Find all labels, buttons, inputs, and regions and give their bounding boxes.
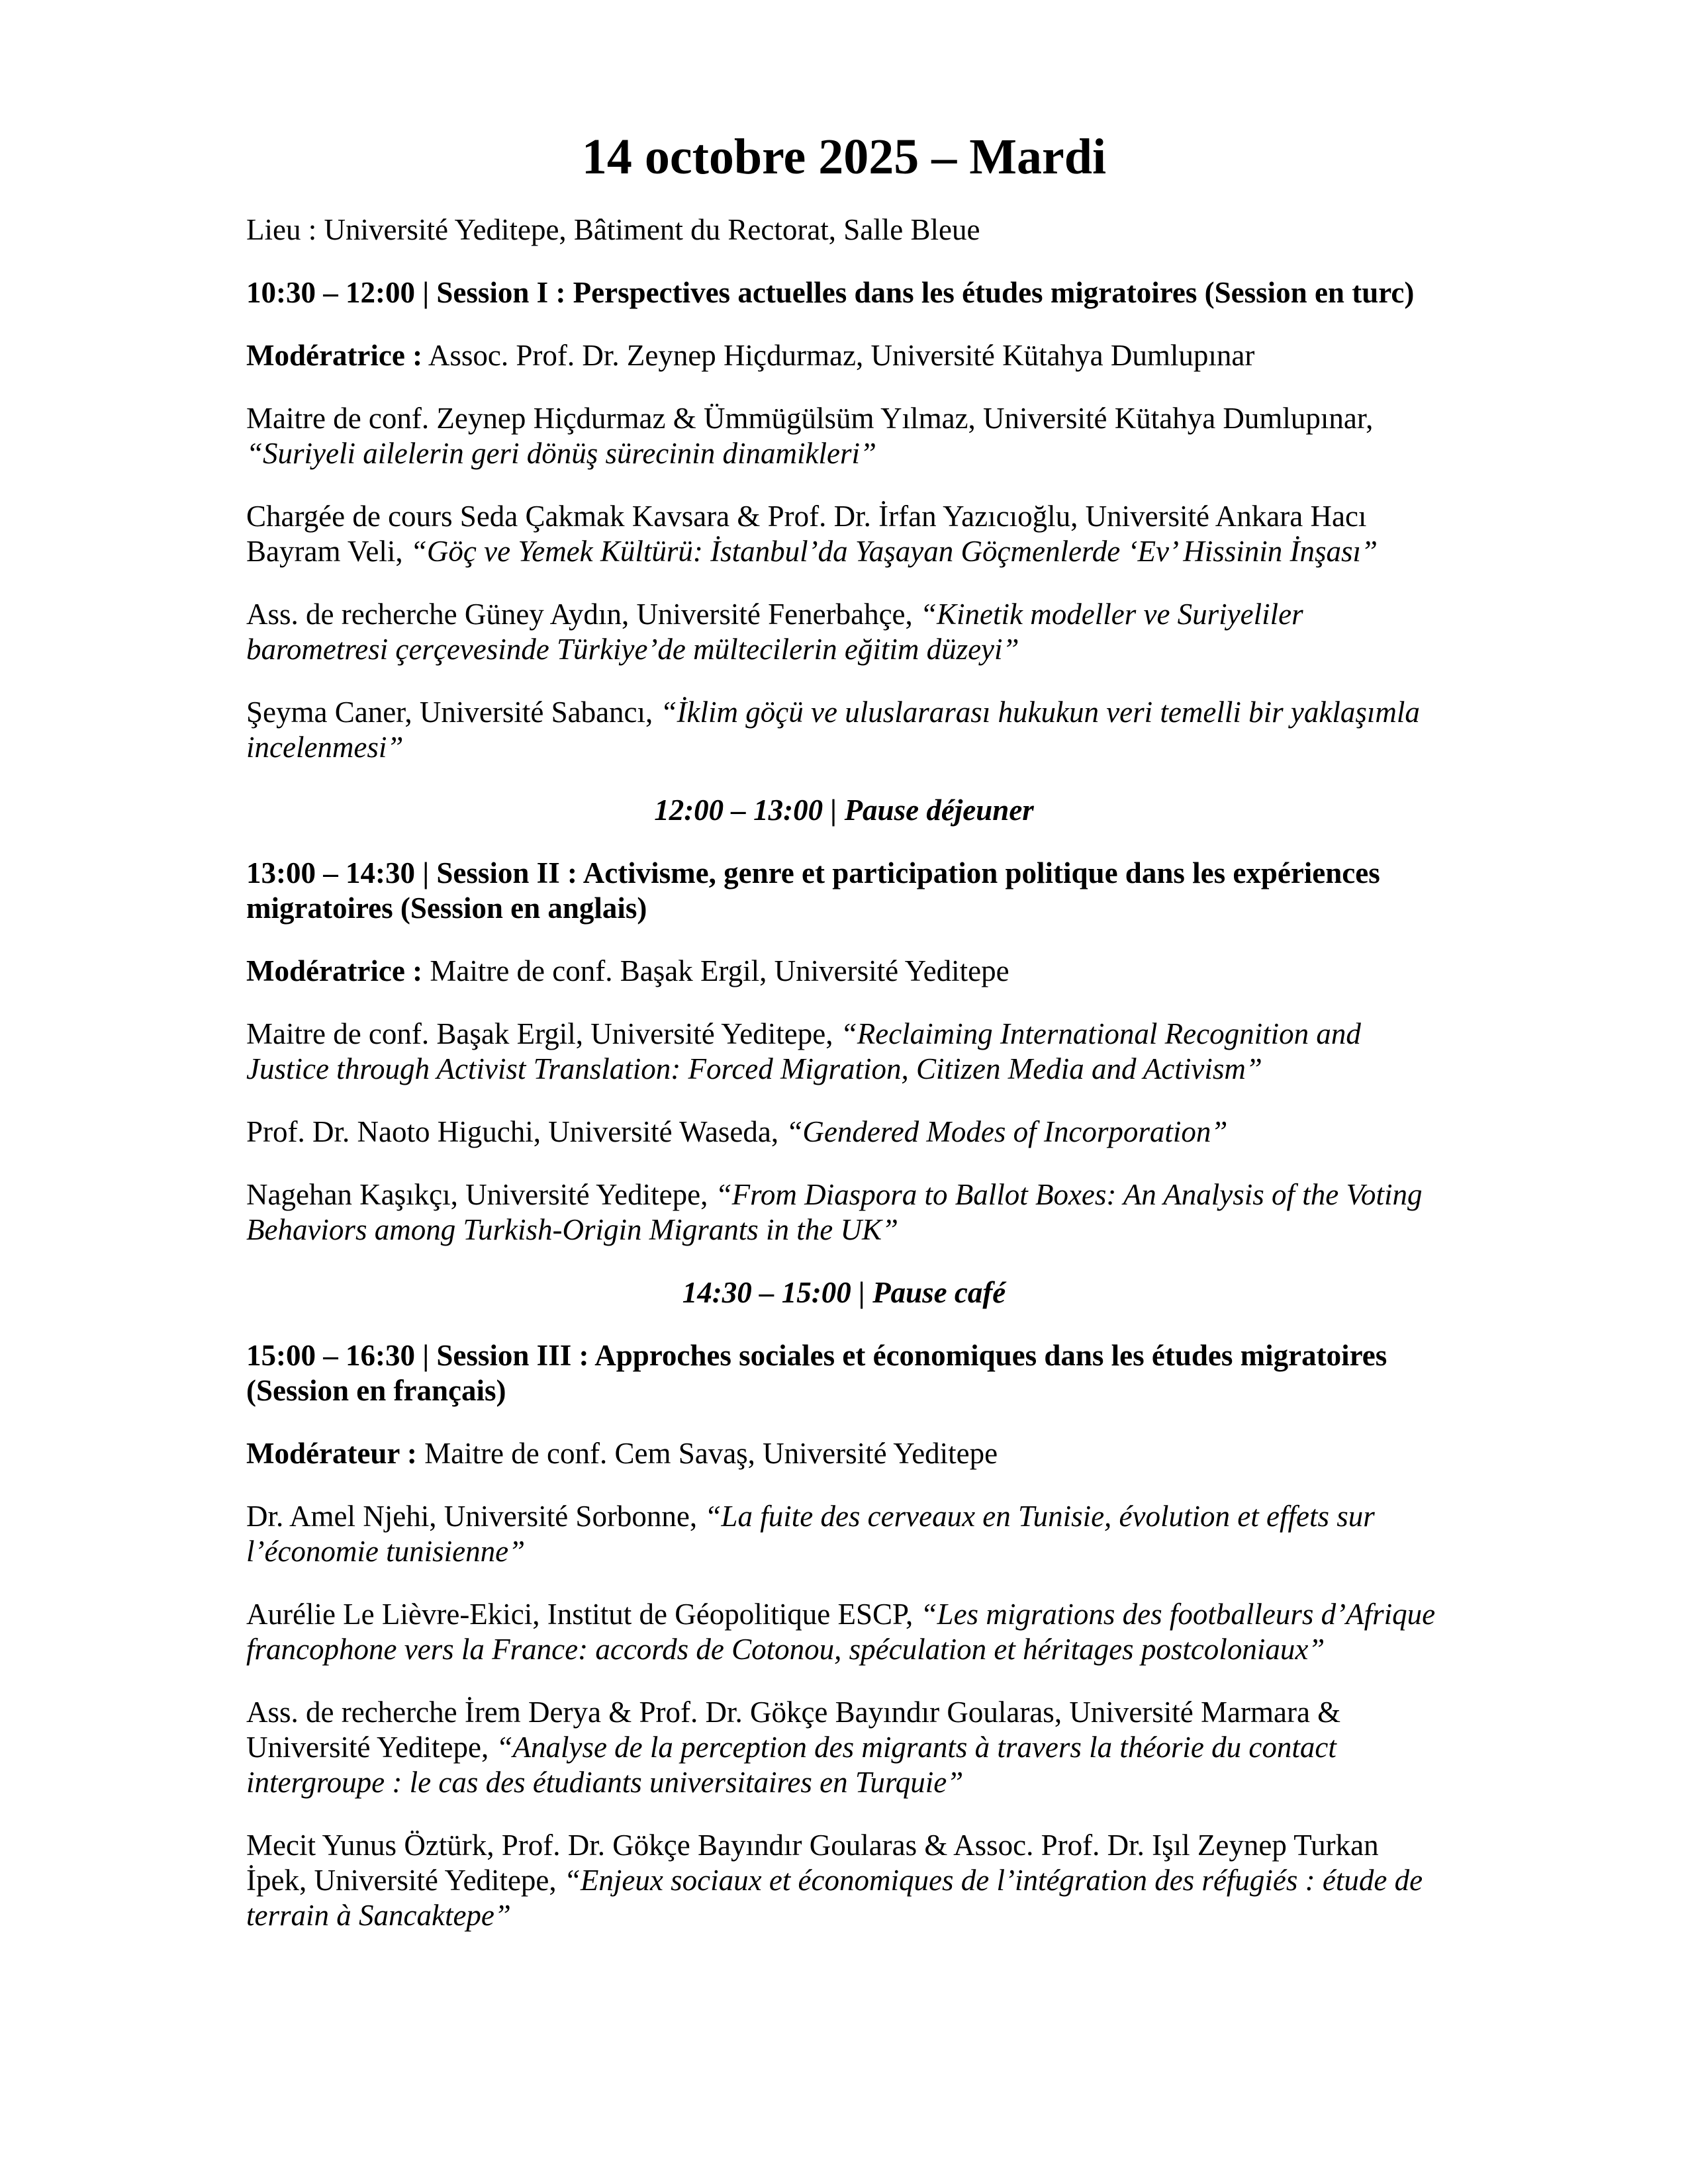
- session-2-moderator: [246, 954, 1442, 989]
- session-3-talk-3-run: Ass. de recherche İrem Derya & Prof. Dr. Gökçe Bayındır Goularas, Université Marmara & Université Yeditepe,: [246, 1696, 1341, 1764]
- session-1-heading: [246, 275, 1442, 310]
- session-3-talk-1-run: “La fuite des cerveaux en Tunisie, évolution et effets sur l’économie tunisienne”: [246, 1500, 1375, 1568]
- session-2-heading-run: 13:00 – 14:30 | Session II : Activisme, genre et participation politique dans les expériences migratoires (Session en anglais): [246, 856, 1380, 925]
- session-1-heading-run: 10:30 – 12:00 | Session I : Perspectives actuelles dans les études migratoires (Session en turc): [246, 276, 1415, 309]
- session-3-talk-4: [246, 1828, 1442, 1933]
- session-3-talk-1-run: Dr. Amel Njehi, Université Sorbonne,: [246, 1500, 705, 1533]
- session-3-heading-run: 15:00 – 16:30 | Session III : Approches sociales et économiques dans les études migratoires (Session en français): [246, 1339, 1387, 1407]
- session-2-talk-2-run: Prof. Dr. Naoto Higuchi, Université Waseda,: [246, 1115, 786, 1148]
- lunch-break-line-run: 12:00 – 13:00 | Pause déjeuner: [654, 794, 1034, 827]
- session-2-talk-1-run: “Reclaiming International Recognition and Justice through Activist Translation: Forced Migration, Citizen Media and Activism”: [246, 1017, 1361, 1085]
- session-3-talk-1: [246, 1499, 1442, 1569]
- location-line: [246, 212, 1442, 248]
- session-1-talk-1-run: “Suriyeli ailelerin geri dönüş sürecinin dinamikleri”: [246, 437, 877, 470]
- session-1-talk-2-run: “Göç ve Yemek Kültürü: İstanbul’da Yaşayan Göçmenlerde ‘Ev’ Hissinin İnşası”: [410, 535, 1378, 568]
- session-1-talk-3-run: Ass. de recherche Güney Aydın, Université Fenerbahçe,: [246, 598, 921, 631]
- session-2-moderator-run: Modératrice :: [246, 954, 423, 987]
- session-1-talk-4: [246, 695, 1442, 765]
- session-3-talk-3: [246, 1695, 1442, 1800]
- location-line-run: Lieu : Université Yeditepe, Bâtiment du Rectorat, Salle Bleue: [246, 213, 980, 246]
- session-2-heading: [246, 856, 1442, 926]
- session-1-moderator: [246, 338, 1442, 373]
- document-body: [246, 212, 1442, 1933]
- session-3-talk-4-run: “Enjeux sociaux et économiques de l’intégration des réfugiés : étude de terrain à Sancaktepe”: [246, 1864, 1423, 1932]
- session-1-talk-3-run: “Kinetik modeller ve Suriyeliler barometresi çerçevesinde Türkiye’de mültecilerin eğitim düzeyi”: [246, 598, 1303, 666]
- session-3-heading: [246, 1338, 1442, 1408]
- session-1-moderator-run: Assoc. Prof. Dr. Zeynep Hiçdurmaz, Université Kütahya Dumlupınar: [422, 339, 1255, 372]
- session-1-talk-1-run: Maitre de conf. Zeynep Hiçdurmaz & Ümmügülsüm Yılmaz, Université Kütahya Dumlupınar,: [246, 402, 1374, 435]
- session-1-talk-3: [246, 597, 1442, 667]
- session-3-talk-3-run: “Analyse de la perception des migrants à travers la théorie du contact intergroupe : le cas des étudiants universitaires en Turquie”: [246, 1731, 1336, 1799]
- session-2-talk-3: [246, 1177, 1442, 1248]
- session-2-talk-2: [246, 1115, 1442, 1150]
- lunch-break-line: [246, 793, 1442, 828]
- session-3-talk-2-run: “Les migrations des footballeurs d’Afrique francophone vers la France: accords de Cotonou, spéculation et héritages postcoloniaux”: [246, 1598, 1436, 1666]
- coffee-break-line: [246, 1275, 1442, 1310]
- session-1-talk-4-run: Şeyma Caner, Université Sabancı,: [246, 696, 661, 729]
- session-1-talk-2-run: Chargée de cours Seda Çakmak Kavsara & Prof. Dr. İrfan Yazıcıoğlu, Université Ankara Hacı Bayram Veli,: [246, 500, 1367, 568]
- session-1-moderator-run: Modératrice :: [246, 339, 423, 372]
- coffee-break-line-run: 14:30 – 15:00 | Pause café: [682, 1276, 1006, 1309]
- session-2-talk-1-run: Maitre de conf. Başak Ergil, Université Yeditepe,: [246, 1017, 841, 1050]
- session-3-talk-2: [246, 1597, 1442, 1667]
- session-2-talk-2-run: “Gendered Modes of Incorporation”: [786, 1115, 1228, 1148]
- session-1-talk-1: [246, 401, 1442, 471]
- session-2-talk-3-run: “From Diaspora to Ballot Boxes: An Analysis of the Voting Behaviors among Turkish-Origin Migrants in the UK”: [246, 1178, 1423, 1246]
- session-1-talk-2: [246, 499, 1442, 569]
- session-3-moderator-run: Modérateur :: [246, 1437, 417, 1470]
- session-2-talk-3-run: Nagehan Kaşıkçı, Université Yeditepe,: [246, 1178, 716, 1211]
- session-3-talk-2-run: Aurélie Le Lièvre-Ekici, Institut de Géopolitique ESCP,: [246, 1598, 921, 1631]
- page-title: 14 octobre 2025 – Mardi: [581, 129, 1107, 185]
- session-3-talk-4-run: Mecit Yunus Öztürk, Prof. Dr. Gökçe Bayındır Goularas & Assoc. Prof. Dr. Işıl Zeynep Turkan İpek, Université Yeditepe,: [246, 1829, 1379, 1897]
- session-1-talk-4-run: “İklim göçü ve uluslararası hukukun veri temelli bir yaklaşımla incelenmesi”: [246, 696, 1420, 764]
- session-3-moderator-run: Maitre de conf. Cem Savaş, Université Yeditepe: [416, 1437, 998, 1470]
- session-3-moderator: [246, 1436, 1442, 1471]
- session-2-moderator-run: Maitre de conf. Başak Ergil, Université Yeditepe: [422, 954, 1009, 987]
- session-2-talk-1: [246, 1017, 1442, 1087]
